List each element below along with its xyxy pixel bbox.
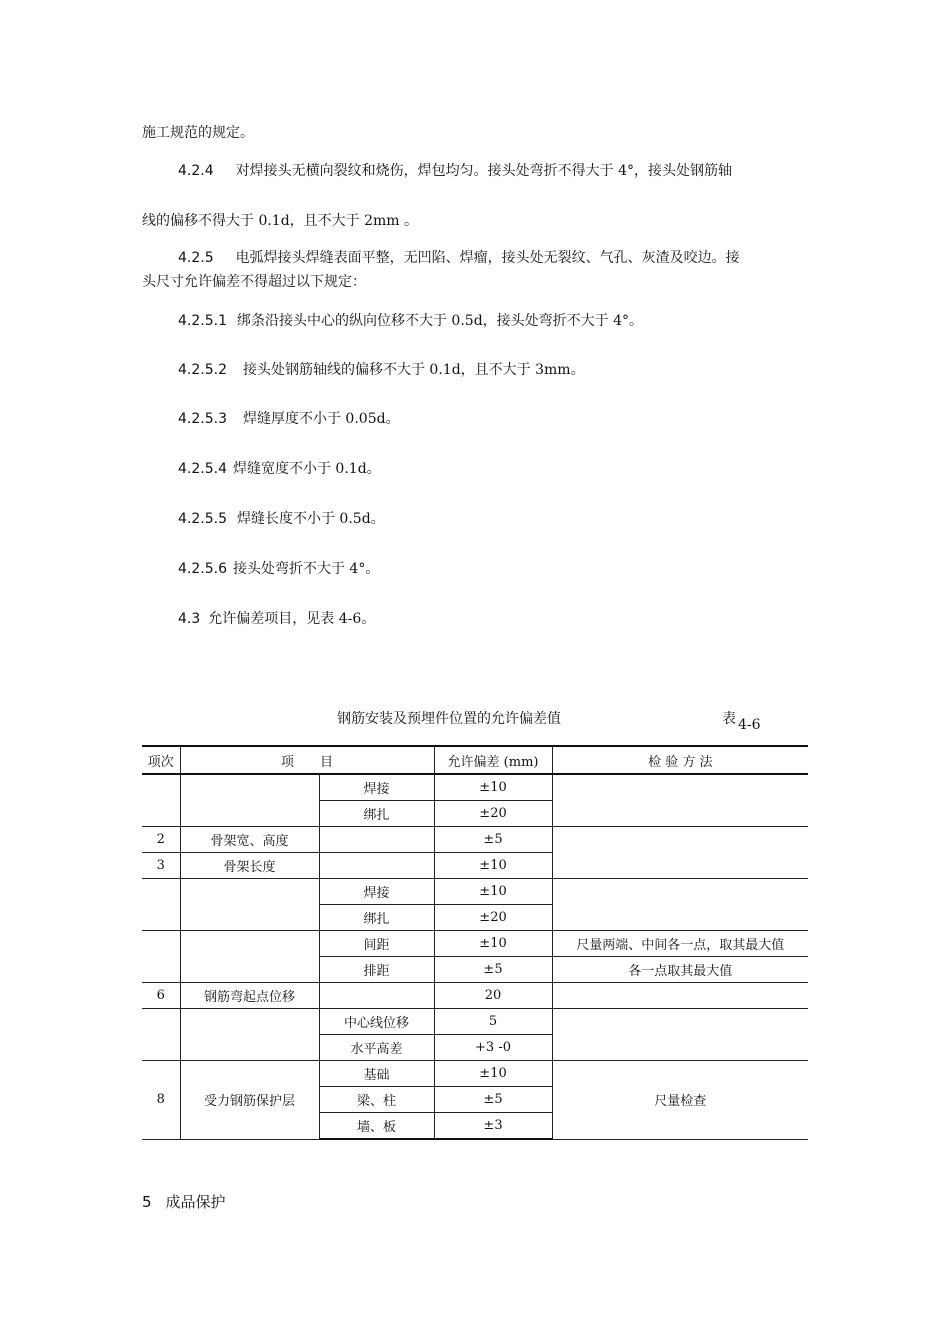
table-row — [142, 827, 808, 853]
clause-number: 4.2.5.2 — [178, 362, 227, 378]
cell-tolerance: ±5 — [434, 1087, 552, 1113]
clause-4-2-5-2 — [178, 360, 585, 380]
table-caption: 钢筋安装及预埋件位置的允许偏差值 — [337, 711, 561, 727]
para-continuation: 施工规范的规定。 — [142, 125, 254, 141]
clause-text: 焊缝长度不小于 0.5d。 — [236, 511, 385, 527]
cell-item: 受力钢筋保护层 — [180, 1061, 319, 1140]
clause-4-2-4-cont: 线的偏移不得大于 0.1d，且不大于 2mm 。 — [142, 213, 419, 229]
table-row — [142, 1009, 808, 1035]
cell-tolerance: ±10 — [434, 774, 552, 801]
table-row — [142, 1061, 808, 1087]
clause-text: 允许偏差项目，见表 4-6。 — [208, 611, 376, 627]
cell-item: 骨架长度 — [180, 853, 319, 879]
cell-tolerance: ±20 — [434, 801, 552, 827]
cell-subitem — [319, 983, 434, 1009]
cell-index: 2 — [142, 827, 180, 853]
clause-number: 4.2.5.1 — [178, 313, 227, 329]
clause-4-3 — [178, 609, 375, 629]
cell-subitem: 间距 — [319, 931, 434, 957]
cell-method — [552, 774, 808, 827]
clause-4-2-5 — [178, 248, 740, 268]
cell-index — [142, 774, 180, 827]
table-header-row — [142, 746, 808, 774]
cell-tolerance: ±10 — [434, 879, 552, 905]
clause-number: 4.2.4 — [178, 163, 214, 179]
cell-item — [180, 879, 319, 931]
clause-4-2-5-1 — [178, 311, 643, 331]
cell-tolerance: +3 -0 — [434, 1035, 552, 1061]
cell-tolerance: 20 — [434, 983, 552, 1009]
cell-subitem: 中心线位移 — [319, 1009, 434, 1035]
header-method: 检 验 方 法 — [552, 746, 808, 774]
cell-item — [180, 1009, 319, 1061]
cell-subitem: 焊接 — [319, 774, 434, 801]
header-index: 项次 — [142, 746, 180, 774]
cell-tolerance: ±5 — [434, 957, 552, 983]
cell-item — [180, 931, 319, 983]
cell-subitem — [319, 853, 434, 879]
tolerance-table — [142, 745, 808, 1140]
cell-subitem: 梁、柱 — [319, 1087, 434, 1113]
clause-4-2-5-cont: 头尺寸允许偏差不得超过以下规定： — [142, 274, 366, 290]
cell-index: 8 — [142, 1061, 180, 1140]
cell-tolerance: ±10 — [434, 931, 552, 957]
header-item: 项 目 — [180, 746, 434, 774]
cell-subitem: 排距 — [319, 957, 434, 983]
section-number: 5 — [142, 1193, 152, 1211]
clause-number: 4.2.5.3 — [178, 411, 227, 427]
clause-number: 4.2.5.5 — [178, 511, 227, 527]
cell-subitem: 绑扎 — [319, 801, 434, 827]
clause-number: 4.2.5 — [178, 250, 214, 266]
table-label-main: 表 — [722, 711, 736, 727]
clause-number: 4.2.5.6 — [178, 561, 227, 577]
header-tolerance: 允许偏差 (mm) — [434, 746, 552, 774]
section-title: 成品保护 — [165, 1193, 226, 1211]
clause-text: 焊缝宽度不小于 0.1d。 — [232, 461, 381, 477]
table-label — [722, 708, 761, 733]
cell-method: 尺量两端、中间各一点，取其最大值 — [552, 931, 808, 957]
clause-4-2-5-3 — [178, 409, 400, 429]
cell-index — [142, 879, 180, 931]
cell-subitem — [319, 827, 434, 853]
table-label-number: 4-6 — [738, 717, 761, 733]
cell-subitem: 墙、板 — [319, 1113, 434, 1140]
cell-item — [180, 774, 319, 827]
table-row — [142, 879, 808, 905]
clause-text: 焊缝厚度不小于 0.05d。 — [242, 411, 400, 427]
clause-text: 电弧焊接头焊缝表面平整，无凹陷、焊瘤，接头处无裂纹、气孔、灰渣及咬边。接 — [235, 250, 740, 266]
cell-method — [552, 983, 808, 1009]
cell-item: 钢筋弯起点位移 — [180, 983, 319, 1009]
cell-method — [552, 1009, 808, 1061]
clause-text: 绑条沿接头中心的纵向位移不大于 0.5d，接头处弯折不大于 4°。 — [236, 313, 644, 329]
cell-index: 6 — [142, 983, 180, 1009]
cell-tolerance: ±3 — [434, 1113, 552, 1140]
cell-index: 3 — [142, 853, 180, 879]
table-row — [142, 774, 808, 801]
clause-4-2-5-5 — [178, 509, 385, 529]
cell-method: 各一点取其最大值 — [552, 957, 808, 983]
cell-tolerance: ±5 — [434, 827, 552, 853]
cell-subitem: 水平高差 — [319, 1035, 434, 1061]
cell-method — [552, 827, 808, 879]
cell-tolerance: ±10 — [434, 1061, 552, 1087]
cell-subitem: 基础 — [319, 1061, 434, 1087]
cell-index — [142, 931, 180, 983]
cell-tolerance: 5 — [434, 1009, 552, 1035]
cell-subitem: 焊接 — [319, 879, 434, 905]
table-row — [142, 931, 808, 957]
cell-tolerance: ±20 — [434, 905, 552, 931]
table-row — [142, 983, 808, 1009]
cell-index — [142, 1009, 180, 1061]
clause-text: 接头处钢筋轴线的偏移不大于 0.1d，且不大于 3mm。 — [242, 362, 585, 378]
clause-text: 接头处弯折不大于 4°。 — [232, 561, 380, 577]
cell-item: 骨架宽、高度 — [180, 827, 319, 853]
cell-tolerance: ±10 — [434, 853, 552, 879]
cell-method: 尺量检查 — [552, 1061, 808, 1140]
section-5-heading — [142, 1192, 226, 1212]
clause-number: 4.2.5.4 — [178, 461, 227, 477]
clause-4-2-4 — [178, 161, 732, 181]
cell-method — [552, 879, 808, 931]
cell-subitem: 绑扎 — [319, 905, 434, 931]
clause-number: 4.3 — [178, 611, 201, 627]
clause-text: 对焊接头无横向裂纹和烧伤，焊包均匀。接头处弯折不得大于 4°，接头处钢筋轴 — [235, 163, 732, 179]
clause-4-2-5-6 — [178, 559, 379, 579]
clause-4-2-5-4 — [178, 459, 381, 479]
